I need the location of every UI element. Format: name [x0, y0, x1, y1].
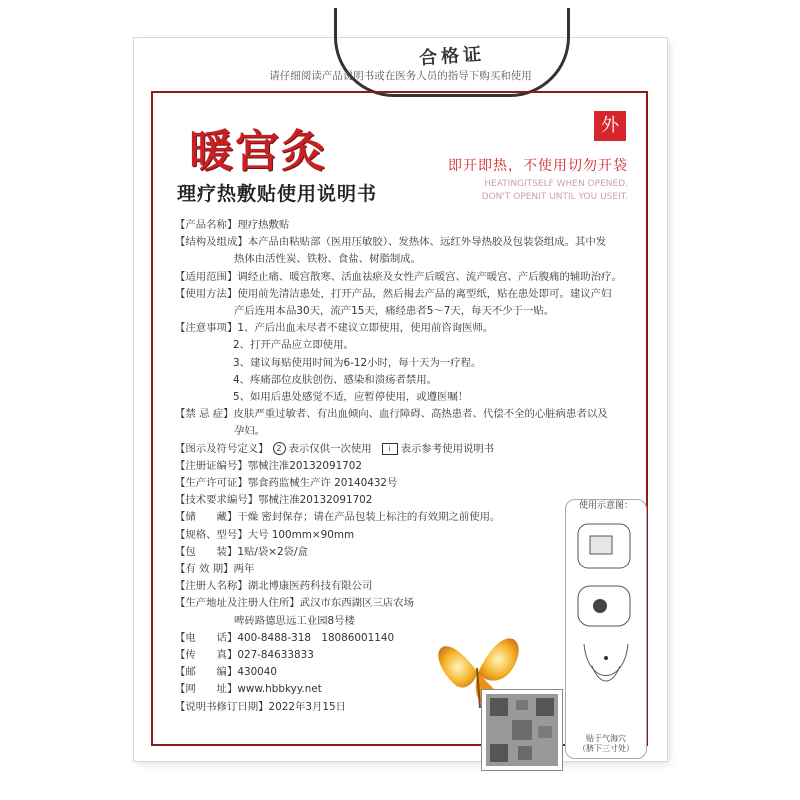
field-structure-cont: 热体由活性炭、铁粉、食盐、树脂制成。 — [234, 253, 422, 266]
usage-diagram — [565, 499, 647, 759]
field-contraindications-cont: 孕妇。 — [234, 425, 266, 438]
field-address-cont: 啤砖路德思远工业园8号楼 — [234, 614, 355, 627]
field-package: 【包 装】1贴/袋×2袋/盒 — [175, 545, 308, 558]
field-usage: 【使用方法】使用前先清洁患处，打开产品，然后揭去产品的离型纸，贴在患处即可。建议产妇 — [175, 287, 612, 300]
document-subtitle: 理疗热敷贴使用说明书 — [177, 183, 378, 205]
field-validity: 【有 效 期】两年 — [175, 563, 255, 576]
manual-icon: i — [382, 443, 398, 455]
field-tech-req: 【技术要求编号】鄂械注准20132091702 — [175, 494, 373, 507]
qr-code — [481, 689, 563, 771]
field-notes: 【注意事项】1、产后出血未尽者不建议立即使用，使用前咨询医师。 — [175, 322, 494, 335]
field-prod-license: 【生产许可证】鄂食药监械生产许 20140432号 — [175, 477, 398, 490]
qualification-stamp — [334, 8, 570, 97]
field-structure: 【结构及组成】本产品由粘贴部（医用压敏胶）、发热体、远红外导热胶及包装袋组成。其中发 — [175, 236, 607, 249]
field-revised: 【说明书修订日期】2022年3月15日 — [175, 700, 346, 713]
content-frame — [151, 91, 648, 753]
field-reg-cert: 【注册证编号】鄂械注准20132091702 — [175, 459, 363, 472]
diagram-title: 使用示意图： — [578, 501, 633, 511]
field-scope: 【适用范围】调经止痛、暖宫散寒、活血祛瘀及女性产后暖宫、流产暖宫、产后腹痛的辅助治疗。 — [175, 270, 622, 283]
field-postcode: 【邮 编】430040 — [175, 666, 278, 679]
field-notes-5: 5、如用后患处感觉不适，应暂停使用，或遵医嘱！ — [233, 391, 469, 404]
field-phone: 【电 话】400-8488-318 18086001140 — [175, 631, 395, 644]
field-contraindications: 【禁 忌 症】皮肤严重过敏者、有出血倾向、血行障碍、高热患者、代偿不全的心脏病患者以及 — [175, 408, 608, 421]
field-registrant: 【注册人名称】湖北博康医药科技有限公司 — [175, 580, 373, 593]
external-use-badge: 外 — [594, 111, 626, 141]
field-spec: 【规格、型号】大号 100mm×90mm — [175, 528, 355, 541]
field-usage-cont: 产后连用本品30天，流产15天，痛经患者5～7天，每天不少于一贴。 — [234, 305, 555, 318]
field-storage: 【储 藏】干燥 密封保存；请在产品包装上标注的有效期之前使用。 — [175, 511, 501, 524]
field-notes-3: 3、建议每贴使用时间为6-12小时，每十天为一疗程。 — [233, 356, 482, 369]
field-fax: 【传 真】027-84633833 — [175, 649, 314, 662]
field-notes-2: 2、打开产品应立即使用。 — [233, 339, 354, 352]
field-name: 【产品名称】理疗热敷贴 — [175, 219, 290, 231]
stamp-text: 合格证 — [418, 43, 486, 70]
instruction-sheet — [134, 38, 667, 761]
field-notes-4: 4、疼痛部位皮肤创伤、感染和溃疡者禁用。 — [233, 373, 438, 386]
top-note: 请仔细阅读产品说明书或在医务人员的指导下购买和使用 — [269, 70, 532, 82]
single-use-icon: 2 — [273, 442, 286, 455]
field-address: 【生产地址及注册人住所】武汉市东西湖区三店农场 — [175, 597, 414, 610]
usage-illustration — [572, 516, 640, 716]
warning-cn: 即开即热，不使用切勿开袋 — [448, 158, 628, 174]
field-website: 【网 址】www.hbbkyy.net — [175, 683, 322, 696]
field-symbols: 【图示及符号定义】 2 表示仅供一次使用 i 表示参考使用说明书 — [175, 442, 495, 455]
warning-en: HEATINGITSELF WHEN OPENED, DON'T OPENIT UNTIL YOU USEIT. — [481, 179, 628, 202]
diagram-caption: 贴于气海穴 （脐下三寸处） — [578, 734, 634, 753]
qr-code-blurred-icon — [482, 690, 562, 770]
brand-title: 暖宫灸 — [189, 126, 327, 177]
